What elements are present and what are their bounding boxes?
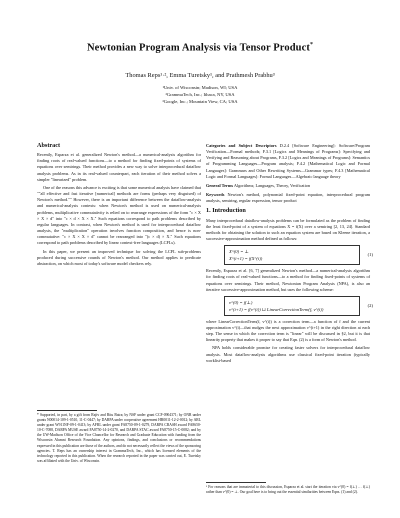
abstract-paragraph-1: Recently, Esparza et al. generalized Newton's method—a numerical-analysis algorithm for finding roots of real-valued functions—to a method for finding fixed-points of systems of equations over semirings. Their method provides a new way to solve interprocedural dataflow analysis problems. As in its real-valued counterpart, each iteration of their method solves a simpler "linearized" problem.	[37, 152, 201, 182]
equation-2-line-2: ν^(i+1) = f(ν^(i)) ⊔ LinearCorrectionTerm(f, ν^(i))	[229, 306, 324, 312]
equation-1-number: (1)	[367, 252, 373, 258]
intro-paragraph-4: NPA holds considerable promise for creating faster solvers for interprocedural dataflow analysis. Most dataflow-analysis algorithms use classical fixed-point iteration (typically worklist-based	[206, 345, 370, 363]
affiliation-2: ²GrammaTech, Inc.; Ithaca, NY, USA	[165, 92, 235, 97]
title-footnote-mark: *	[309, 42, 314, 48]
intro-paragraph-2: Recently, Esparza et al. [6, 7] generalized Newton's method—a numerical-analysis algorithm for finding roots of real-valued functions—to a method for finding fixed-points of systems of equations over semirings. Their method, Newtonian Program Analysis (NPA), is also an iterative successive-approximation method, but uses the following scheme:	[206, 268, 370, 292]
keywords-block	[206, 192, 370, 204]
funding-footnote: * Supported, in part, by a gift from Rajiv and Ritu Batra; by NSF under grant CCF-0904371; by ONR under grants N00014-109-1-0510, 11-C-0447; by DARPA under cooperative agreement HR0011-12-2-0012; by ARL under grant W911NF-09-1-0413; by AFRL under grant FA8750-09-1-0279, DARPA CRASH award FA8650-10-C-7088, DARPA MUSE award FA8750-14-2-0270, and DARPA STAC award FA8750-15-C-0082; and by the UW-Madison Office of the Vice Chancellor for Research and Graduate Education with funding from the Wisconsin Alumni Research Foundation. Any opinions, findings, and conclusions or recommendations expressed in this publication are those of the authors, and do not necessarily reflect the views of the sponsoring agencies. T. Reps has an ownership interest in GrammaTech, Inc., which has licensed elements of the technology reported in this publication. When the research reported in the paper was carried out, E. Turetsky was affiliated with the Univ. of Wisconsin.	[37, 413, 201, 463]
paper-title: Newtonian Program Analysis via Tensor Product*	[86, 42, 314, 54]
general-terms-text: Algorithms; Languages, Theory, Verification	[233, 182, 311, 188]
right-column	[206, 143, 373, 366]
abstract-heading: Abstract	[37, 142, 61, 149]
affiliation-3: ³Google, Inc.; Mountain View, CA; USA	[162, 99, 238, 104]
equation-2	[224, 296, 373, 316]
right-footnote-rule	[206, 482, 266, 483]
equation-2-number: (2)	[367, 302, 373, 308]
affiliation-1: ¹Univ. of Wisconsin; Madison, WI; USA	[162, 85, 238, 90]
categories-text: D.2.4 [Software Engineering]: Software/Program Verification—Formal methods; F.3.1 [Logics and Meanings of Programs]: Specifying and Verifying and Reasoning about Programs, F.3.2 [Logics and Meanings of Programs]: Semantics of Programming Languages—Program analysis; F.4.2 [Mathematical Logic and Formal Languages]: Grammars and Other Rewriting Systems—Grammar types; F.4.3 [Mathematical Logic and Formal Languages]: Formal Languages—Algebraic language theory	[206, 143, 370, 179]
equation-1	[224, 245, 373, 265]
abstract-paragraph-3: In this paper, we present an improved technique for solving the LCFL sub-problems produced during successive rounds of Newton's method. Our method applies to predicate abstraction, on which most of today's software model checkers rely.	[37, 248, 201, 266]
intro-paragraph-3: where LinearCorrectionTerm(f, ν^(i)) is a correction term—a function of f and the current approximation ν^(i)—that nudges the next approximation ν^(i+1) in the right direction at each step. The sense in which the correction term is "linear" will be discussed in §2, but it is that linearity property that makes it proper to say that Eqn. (2) is a form of Newton's method.	[206, 318, 370, 343]
introduction-heading: 1. Introduction	[206, 207, 246, 215]
iteration-footnote: ¹ For reasons that are immaterial to this discussion, Esparza et al. start the iteration via ν^(0) = f(⊥) … f(⊥) rather than ν^(0) = ⊥. Our goal here is to bring out the essential similarities between Eqns. (1) and (2).	[206, 485, 370, 495]
left-footnote	[37, 410, 201, 464]
equation-1-line-2: X^(i+1) = f(X^(i))	[229, 256, 263, 262]
equation-1-line-1: X^(0) = ⊥	[229, 249, 249, 255]
abstract-paragraph-2: One of the reasons this advance is exciting is that some numerical analysts have claimed that ""all effective and fast iterative [numerical] methods are forms (perhaps very disguised) of Newton's method."" However, there is an important difference between the dataflow-analysis and numerical-analysis contexts: when Newton's method is used on numerical-analysis problems, multiplicative commutativity is relied on to rearrange expressions of the form "c × X × X × d" into "c × d × X × X." Such equations correspond to path problems described by regular languages. In contrast, when Newton's method is used for interprocedural dataflow analysis, the "multiplication" operation involves function composition, and hence is non-commutative: "c × X × X × d" cannot be rearranged into "(c × d) × X." Such equations correspond to path problems described by linear context-free languages (LCFLs).	[37, 184, 201, 246]
right-footnote	[206, 482, 370, 495]
intro-paragraph-1: Many interprocedural dataflow-analysis problems can be formulated as the problem of finding the least fixed-point of a system of equations X = f(X) over a semiring [2, 13, 24]. Standard methods for obtaining the solution to such an equation system are based on Kleene iteration, a successive-approximation method defined as follows:	[206, 217, 370, 242]
general-terms-label: General Terms	[206, 182, 234, 188]
categories-label: Categories and Subject Descriptors	[206, 143, 277, 148]
categories-block	[206, 143, 370, 180]
equation-2-line-1: ν^(0) = f(⊥)	[229, 299, 253, 305]
footnote-rule	[37, 410, 97, 411]
general-terms-block	[206, 183, 370, 189]
keywords-label: Keywords	[206, 192, 225, 198]
affiliations	[20, 84, 380, 105]
keywords-text: Newton's method, polynomial fixed-point equation, interprocedural program analysis, semiring, regular expression, tensor product	[206, 192, 371, 204]
author-list: Thomas Reps¹·², Emma Turetsky¹, and Prathmesh Prabhu³	[125, 72, 275, 79]
left-column	[37, 143, 201, 269]
